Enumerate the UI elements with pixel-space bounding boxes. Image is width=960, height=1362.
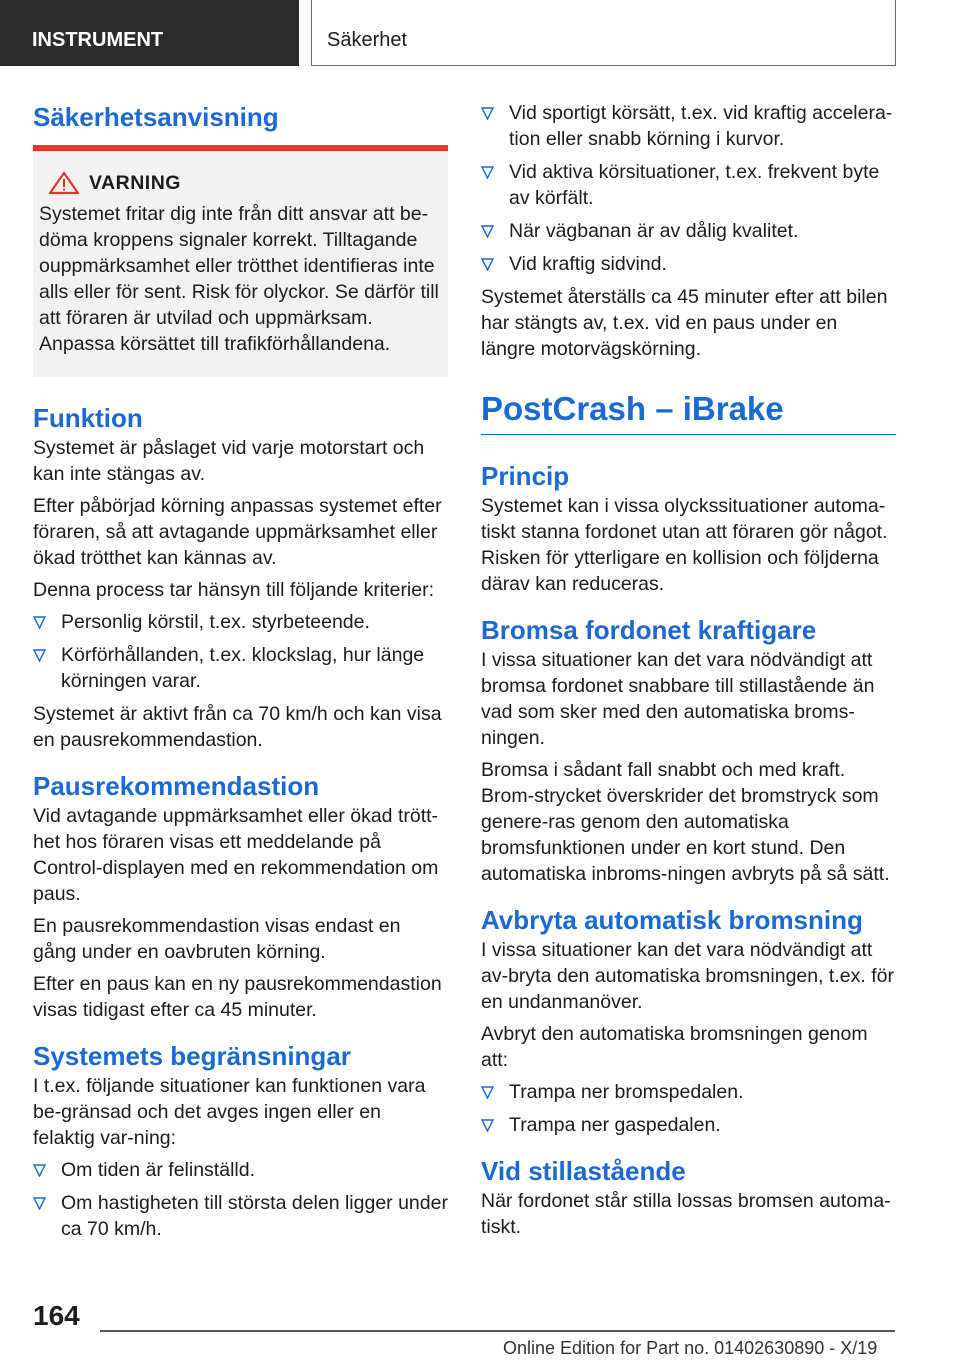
paragraph: En pausrekommendastion visas endast en gång under en oavbruten körning. xyxy=(33,915,401,963)
chapter-tab: Säkerhet xyxy=(311,0,896,66)
section-title-safety: Säkerhetsanvisning xyxy=(33,102,279,132)
paragraph: Vid avtagande uppmärksamhet eller ökad trött-het hos föraren visas ett meddelande på Control-displayen med en rekommendation om paus. xyxy=(33,805,439,905)
list-item: När vägbanan är av dålig kvalitet. xyxy=(481,218,896,244)
limitations-list xyxy=(33,1157,448,1242)
paragraph: I t.ex. följande situationer kan funktionen vara be-gränsad och det avges ingen eller en felaktig var-ning: xyxy=(33,1075,426,1149)
paragraph: I vissa situationer kan det vara nödvändigt att bromsa fordonet snabbare till stillastående än vad som sker med den automatiska broms-ningen. xyxy=(481,649,875,749)
triangle-bullet-icon xyxy=(33,649,46,662)
triangle-bullet-icon xyxy=(481,107,494,120)
heading-limitations: Systemets begränsningar xyxy=(33,1041,351,1071)
paragraph: Efter en paus kan en ny pausrekommendastion visas tidigast efter ca 45 minuter. xyxy=(33,973,442,1021)
criteria-list xyxy=(33,609,448,694)
warning-triangle-icon xyxy=(47,171,81,195)
heading-standstill: Vid stillastående xyxy=(481,1156,686,1186)
paragraph: Denna process tar hänsyn till följande kriterier: xyxy=(33,579,435,601)
page-number: 164 xyxy=(33,1300,80,1331)
edition-text: Online Edition for Part no. 01402630890 - X/19 xyxy=(503,1338,878,1358)
limitations-list-continued xyxy=(481,100,896,277)
paragraph: I vissa situationer kan det vara nödvändigt att av-bryta den automatiska bromsningen, t.ex. för en undanmanöver. xyxy=(481,939,894,1013)
paragraph: Efter påbörjad körning anpassas systemet efter föraren, så att avtagande uppmärksamhet eller ökad trötthet kan kännas av. xyxy=(33,495,442,569)
cancel-list xyxy=(481,1079,896,1138)
list-item: Om hastigheten till största delen ligger under ca 70 km/h. xyxy=(33,1190,448,1242)
page-header xyxy=(0,0,960,66)
right-column xyxy=(481,100,896,1246)
triangle-bullet-icon xyxy=(481,258,494,271)
triangle-bullet-icon xyxy=(33,1197,46,1210)
triangle-bullet-icon xyxy=(481,166,494,179)
paragraph: Systemet kan i vissa olyckssituationer automa-tiskt stanna fordonet utan att föraren gör något. Risken för ytterligare en kollision och följderna därav kan reduceras. xyxy=(481,495,888,595)
warning-label: VARNING xyxy=(89,171,181,194)
list-item: Personlig körstil, t.ex. styrbeteende. xyxy=(33,609,448,635)
paragraph: Systemet är påslaget vid varje motorstart och kan inte stängas av. xyxy=(33,437,425,485)
section-title-postcrash: PostCrash – iBrake xyxy=(481,388,896,435)
triangle-bullet-icon xyxy=(481,225,494,238)
paragraph: Bromsa i sådant fall snabbt och med kraft. Brom-strycket överskrider det bromstryck som genere-ras genom den automatiska bromsfunktionen under en kort stund. Den automatiska inbroms-ningen avbryts på så sätt. xyxy=(481,759,890,885)
list-item: Körförhållanden, t.ex. klockslag, hur länge körningen varar. xyxy=(33,642,448,694)
list-item: Trampa ner gaspedalen. xyxy=(481,1112,896,1138)
list-item: Vid sportigt körsätt, t.ex. vid kraftig accelera-tion eller snabb körning i kurvor. xyxy=(481,100,896,152)
triangle-bullet-icon xyxy=(33,616,46,629)
triangle-bullet-icon xyxy=(481,1086,494,1099)
left-column xyxy=(33,100,448,1249)
footer-divider xyxy=(100,1330,895,1332)
heading-paus: Pausrekommendastion xyxy=(33,771,320,801)
heading-princip: Princip xyxy=(481,461,570,491)
warning-box xyxy=(33,145,448,377)
paragraph: Systemet återställs ca 45 minuter efter att bilen har stängts av, t.ex. vid en paus under en längre motorvägskörning. xyxy=(481,286,888,360)
triangle-bullet-icon xyxy=(33,1164,46,1177)
heading-brake-harder: Bromsa fordonet kraftigare xyxy=(481,615,817,645)
list-item: Vid aktiva körsituationer, t.ex. frekvent byte av körfält. xyxy=(481,159,896,211)
paragraph: När fordonet står stilla lossas bromsen automa-tiskt. xyxy=(481,1190,891,1238)
heading-funktion: Funktion xyxy=(33,403,143,433)
paragraph: Avbryt den automatiska bromsningen genom att: xyxy=(481,1023,868,1071)
triangle-bullet-icon xyxy=(481,1119,494,1132)
paragraph: Systemet är aktivt från ca 70 km/h och kan visa en pausrekommendastion. xyxy=(33,703,442,751)
list-item: Om tiden är felinställd. xyxy=(33,1157,448,1183)
list-item: Vid kraftig sidvind. xyxy=(481,251,896,277)
heading-cancel-braking: Avbryta automatisk bromsning xyxy=(481,905,863,935)
section-tab: INSTRUMENT xyxy=(0,0,299,66)
warning-text: Systemet fritar dig inte från ditt ansvar att be-döma kroppens signaler korrekt. Tilltagande ouppmärksamhet eller trötthet identifieras inte alls eller för sent. Risk för olyckor. Se därför till att föraren är utvilad och uppmärksam. Anpassa körsättet till trafikförhållandena. xyxy=(39,203,439,355)
list-item: Trampa ner bromspedalen. xyxy=(481,1079,896,1105)
